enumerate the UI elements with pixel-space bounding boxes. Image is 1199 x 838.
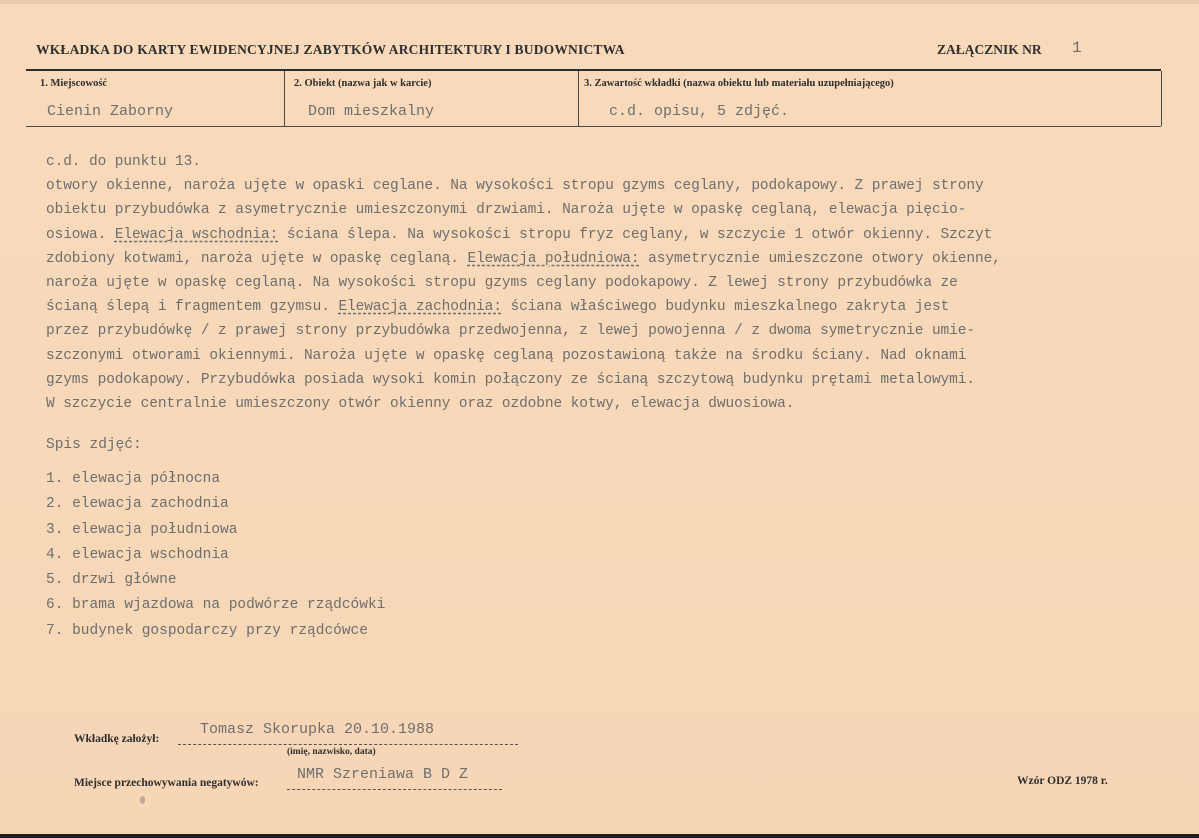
heading-west-elevation: Elewacja zachodnia: bbox=[338, 299, 502, 316]
field-value-object: Dom mieszkalny bbox=[308, 103, 435, 120]
text-run: obiektu przybudówka z asymetrycznie umieszczonymi drzwiami. Naroża ujęte w opaskę ceglaną, elewacja pięcio- bbox=[46, 202, 967, 219]
form-reference: Wzór ODZ 1978 r. bbox=[1017, 775, 1108, 787]
field-label-object: 2. Obiekt (nazwa jak w karcie) bbox=[294, 78, 432, 89]
field-divider-2 bbox=[578, 71, 579, 126]
negatives-label: Miejsce przechowywania negatywów: bbox=[74, 777, 259, 789]
photo-list-item: 1. elewacja północna bbox=[46, 471, 221, 487]
text-run: osiowa. bbox=[46, 226, 115, 243]
description-line bbox=[46, 319, 1156, 343]
description-line bbox=[46, 223, 1156, 247]
negatives-value: NMR Szreniawa B D Z bbox=[297, 766, 469, 783]
text-run: ściana ślepa. Na wysokości stropu fryz ceglany, w szczycie 1 otwór okienny. Szczyt bbox=[278, 226, 993, 243]
text-run: c.d. do punktu 13. bbox=[46, 154, 201, 170]
heading-east-elevation: Elewacja wschodnia: bbox=[114, 226, 279, 243]
founder-caption: (imię, nazwisko, data) bbox=[287, 747, 376, 757]
fields-bottom-divider bbox=[26, 126, 1161, 127]
description-line bbox=[46, 198, 1156, 222]
text-run: gzyms podokapowy. Przybudówka posiada wysoki komin połączony ze ścianą szczytową budynku prętami metalowymi. bbox=[46, 371, 975, 388]
negatives-dotted-line bbox=[287, 789, 502, 790]
text-run: szczonymi otworami okiennymi. Naroża ujęte w opaskę ceglaną pozostawioną także na środku ściany. Nad oknami bbox=[46, 347, 967, 364]
field-value-locality: Cienin Zaborny bbox=[47, 103, 174, 120]
photo-list-title: Spis zdjęć: bbox=[46, 437, 142, 453]
field-divider-3 bbox=[1161, 71, 1162, 126]
card-top-edge bbox=[0, 0, 1199, 4]
header-divider bbox=[26, 69, 1161, 71]
attachment-label: ZAŁĄCZNIK NR bbox=[937, 42, 1042, 57]
description-line bbox=[46, 247, 1156, 271]
card-bottom-edge bbox=[0, 834, 1199, 838]
photo-list-item: 5. drzwi główne bbox=[46, 572, 177, 589]
field-divider-1 bbox=[284, 71, 285, 126]
description-text bbox=[46, 150, 1156, 416]
text-run: zdobiony kotwami, naroża ujęte w opaskę ceglaną. bbox=[46, 250, 468, 267]
ink-smudge bbox=[140, 796, 145, 804]
text-run: W szczycie centralnie umieszczony otwór okienny oraz ozdobne kotwy, elewacja dwuosiowa. bbox=[46, 395, 795, 412]
description-line bbox=[46, 344, 1156, 368]
description-line bbox=[46, 295, 1156, 319]
text-run: asymetrycznie umieszczone otwory okienne, bbox=[639, 250, 1001, 267]
description-line bbox=[46, 271, 1156, 295]
photo-list-item: 2. elewacja zachodnia bbox=[46, 496, 229, 513]
photo-list bbox=[46, 467, 385, 644]
text-run: przez przybudówkę / z prawej strony przybudówka przedwojenna, z lewej powojenna / z dwoma symetrycznie umie- bbox=[46, 323, 975, 340]
heading-south-elevation: Elewacja południowa: bbox=[467, 250, 640, 267]
attachment-number: 1 bbox=[1072, 39, 1082, 57]
card-title: WKŁADKA DO KARTY EWIDENCYJNEJ ZABYTKÓW ARCHITEKTURY I BUDOWNICTWA bbox=[36, 42, 625, 57]
text-run: ścianą ślepą i fragmentem gzymsu. bbox=[46, 299, 339, 316]
photo-list-item: 3. elewacja południowa bbox=[46, 521, 238, 538]
photo-list-item: 6. brama wjazdowa na podwórze rządcówki bbox=[46, 597, 386, 614]
founder-value: Tomasz Skorupka 20.10.1988 bbox=[200, 721, 435, 738]
text-run: ściana właściwego budynku mieszkalnego zakryta jest bbox=[501, 299, 950, 316]
photo-list-item: 7. budynek gospodarczy przy rządcówce bbox=[46, 622, 368, 639]
description-line bbox=[46, 150, 1156, 174]
field-value-contents: c.d. opisu, 5 zdjęć. bbox=[609, 103, 790, 120]
description-line bbox=[46, 368, 1156, 392]
text-run: otwory okienne, naroża ujęte w opaski ceglane. Na wysokości stropu gzyms ceglany, podokapowy. Z prawej strony bbox=[46, 178, 984, 195]
founder-dotted-line bbox=[178, 744, 518, 745]
field-label-contents: 3. Zawartość wkładki (nazwa obiektu lub materiału uzupełniającego) bbox=[584, 78, 894, 89]
text-run: naroża ujęte w opaskę ceglaną. Na wysokości stropu gzyms ceglany podokapowy. Z lewej strony przybudówka ze bbox=[46, 274, 958, 291]
description-line bbox=[46, 174, 1156, 198]
field-label-locality: 1. Miejscowość bbox=[40, 78, 108, 89]
founder-label: Wkładkę założył: bbox=[74, 733, 160, 745]
description-line bbox=[46, 392, 1156, 416]
photo-list-item: 4. elewacja wschodnia bbox=[46, 546, 229, 563]
